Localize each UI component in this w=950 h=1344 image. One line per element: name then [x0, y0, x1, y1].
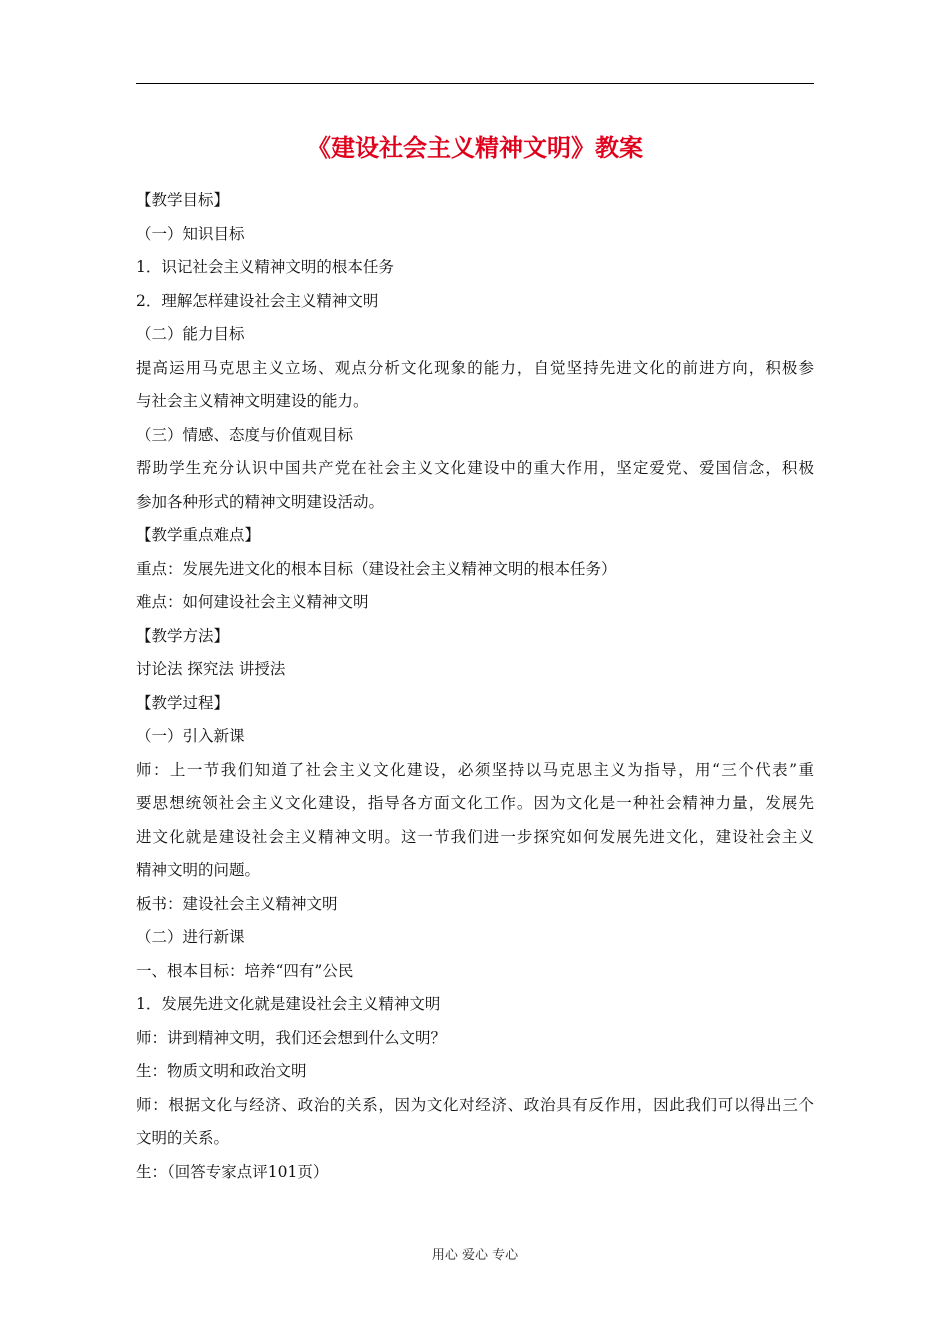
blackboard-line: 板书：建设社会主义精神文明: [136, 894, 338, 913]
point-heading: 一、根本目标：培养“四有”公民: [136, 961, 354, 980]
dialogue-line: 师：根据文化与经济、政治的关系，因为文化对经济、政治具有反作用，因此我们可以得出三个: [136, 1095, 814, 1114]
paragraph-line: 帮助学生充分认识中国共产党在社会主义文化建设中的重大作用，坚定爱党、爱国信念，积极: [136, 459, 814, 477]
subheading-introduction: （一）引入新课: [136, 727, 245, 745]
subheading-ability: （二）能力目标: [136, 325, 245, 343]
paragraph-line: 进文化就是建设社会主义精神文明。这一节我们进一步探究如何发展先进文化，建设社会主义: [136, 827, 814, 846]
dialogue-line: 师：讲到精神文明，我们还会想到什么文明？: [136, 1028, 447, 1047]
difficulty-line: 难点：如何建设社会主义精神文明: [136, 593, 369, 611]
subheading-knowledge: （一）知识目标: [136, 224, 245, 243]
section-heading-process: 【教学过程】: [136, 693, 230, 712]
list-item: 1．识记社会主义精神文明的根本任务: [136, 258, 394, 276]
document-body: [136, 184, 814, 1189]
key-point-line: 重点：发展先进文化的根本目标（建设社会主义精神文明的根本任务）: [136, 559, 617, 578]
paragraph-line: 参加各种形式的精神文明建设活动。: [136, 492, 385, 511]
methods-line: 讨论法 探究法 讲授法: [136, 660, 286, 678]
section-heading-key-points: 【教学重点难点】: [136, 526, 261, 544]
dialogue-line: 文明的关系。: [136, 1129, 230, 1147]
paragraph-line: 师：上一节我们知道了社会主义文化建设，必须坚持以马克思主义为指导，用“三个代表”重: [136, 760, 814, 779]
list-item: 2．理解怎样建设社会主义精神文明: [136, 291, 379, 310]
document-title: 《建设社会主义精神文明》教案: [307, 134, 643, 162]
list-item: 1．发展先进文化就是建设社会主义精神文明: [136, 995, 441, 1013]
page-footer: 用心 爱心 专心: [431, 1248, 519, 1263]
dialogue-line: 生：（回答专家点评101页）: [136, 1162, 329, 1181]
section-heading-methods: 【教学方法】: [136, 626, 230, 645]
paragraph-line: 与社会主义精神文明建设的能力。: [136, 392, 369, 410]
subheading-new-lesson: （二）进行新课: [136, 928, 245, 946]
paragraph-line: 精神文明的问题。: [136, 861, 261, 879]
section-heading-objectives: 【教学目标】: [136, 191, 230, 209]
dialogue-line: 生：物质文明和政治文明: [136, 1062, 307, 1080]
paragraph-line: 提高运用马克思主义立场、观点分析文化现象的能力，自觉坚持先进文化的前进方向，积极参: [136, 358, 814, 377]
header-rule: [136, 83, 814, 84]
subheading-values: （三）情感、态度与价值观目标: [136, 425, 354, 444]
paragraph-line: 要思想统领社会主义文化建设，指导各方面文化工作。因为文化是一种社会精神力量，发展先: [136, 794, 814, 812]
